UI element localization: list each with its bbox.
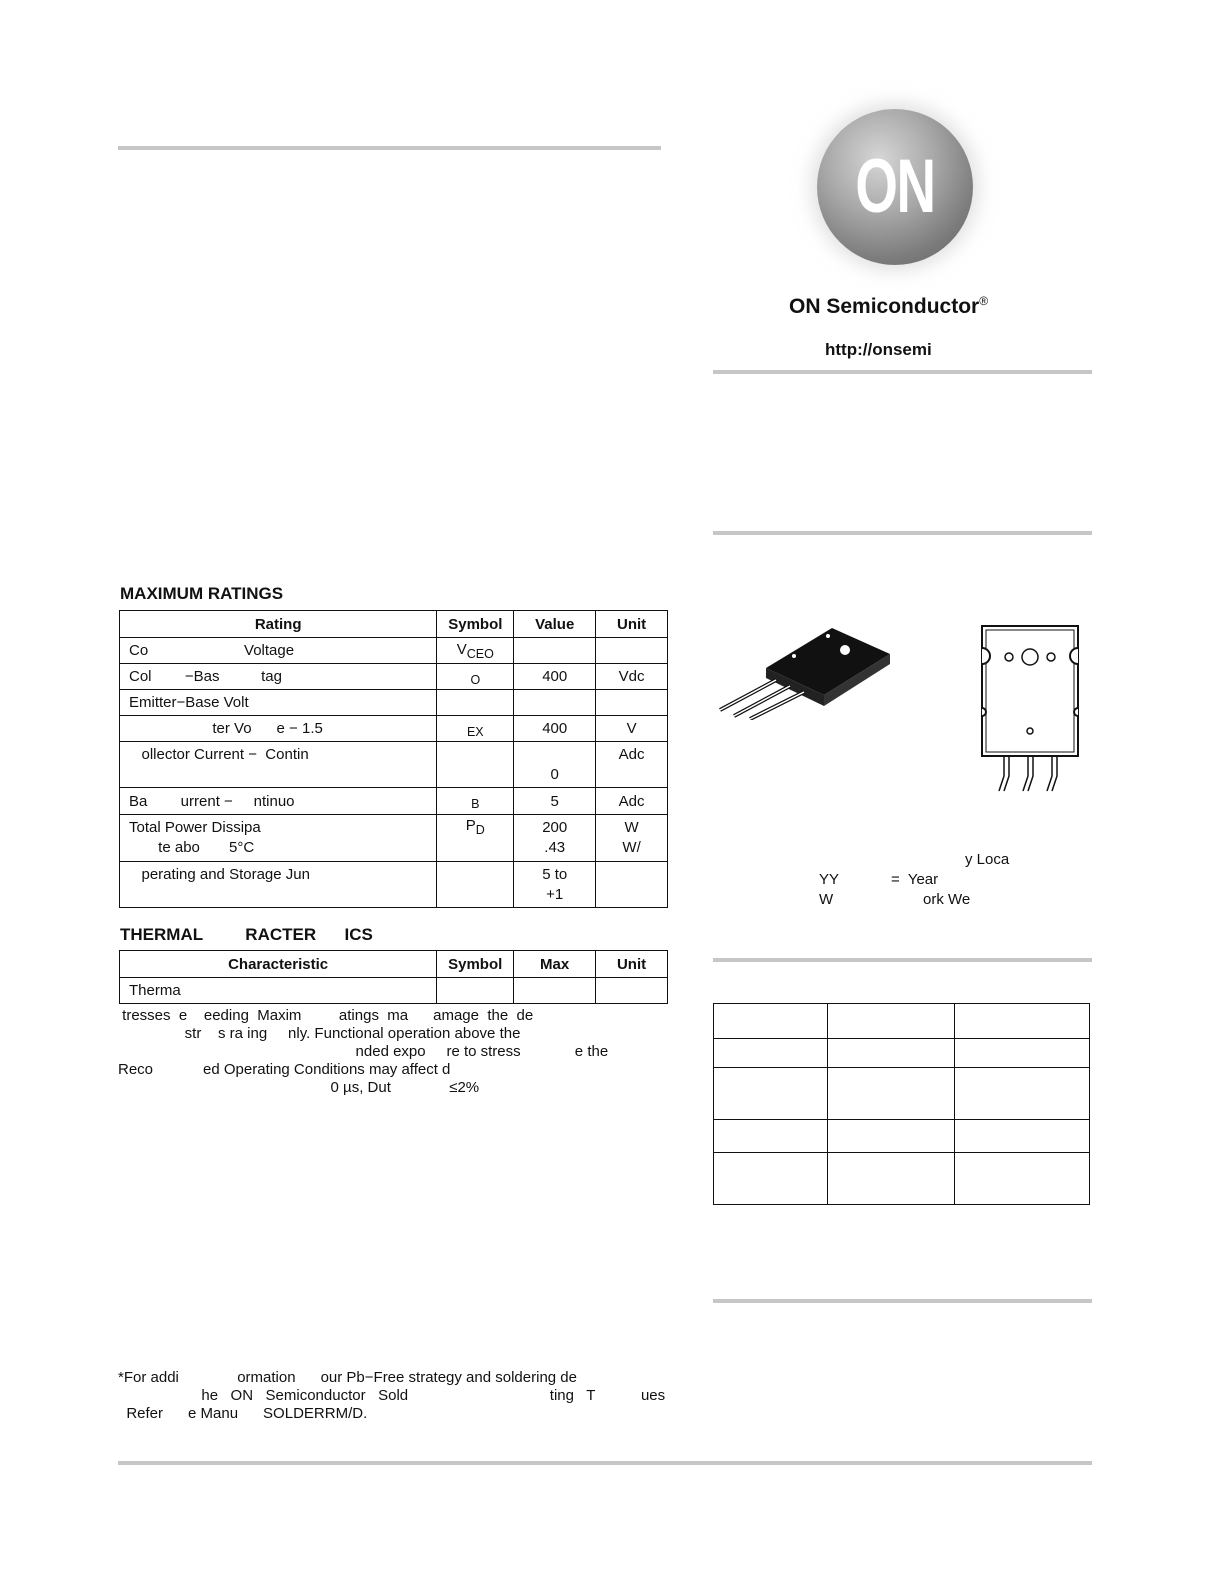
max-ratings-table	[119, 610, 668, 908]
rating-cell: ollector Current − Contin	[120, 742, 437, 788]
unit-cell	[596, 690, 668, 716]
symbol-cell: EX	[437, 716, 514, 742]
unit-cell	[596, 978, 668, 1004]
header-rule	[118, 146, 661, 150]
marking-legend-location: y Loca	[965, 851, 1010, 868]
right-rule-1	[713, 370, 1092, 374]
stress-note-line: tresses e eeding Maxim atings ma amage the de	[118, 1007, 534, 1024]
characteristic-cell: Therma	[120, 978, 437, 1004]
value-cell: 5	[514, 788, 596, 815]
value-cell	[514, 638, 596, 664]
unit-cell	[596, 638, 668, 664]
table-row	[120, 664, 668, 690]
symbol-cell	[437, 862, 514, 908]
table-header-row	[120, 951, 668, 978]
marking-legend-w-value: ork We	[923, 891, 971, 908]
website-link[interactable]: http://onsemi	[825, 340, 932, 359]
col-header-value: Value	[514, 611, 596, 638]
right-rule-4	[713, 1299, 1092, 1303]
thermal-table	[119, 950, 668, 1004]
table-row	[120, 978, 668, 1004]
col-header-unit: Unit	[596, 951, 668, 978]
max-ratings-title: MAXIMUM RATINGS	[120, 584, 284, 603]
unit-cell: V	[596, 716, 668, 742]
symbol-cell: $V_{CEO}$	[437, 638, 514, 664]
marking-legend-yy-value: = Year	[891, 871, 939, 888]
value-cell: 200 .43	[514, 815, 596, 862]
right-rule-2	[713, 531, 1092, 535]
table-row	[120, 815, 668, 862]
table-row	[120, 716, 668, 742]
table-row	[714, 1153, 1090, 1205]
stress-note-line: Reco ed Operating Conditions may affect d	[118, 1061, 451, 1078]
symbol-cell: O	[437, 664, 514, 690]
table-row	[120, 862, 668, 908]
unit-cell: W W/	[596, 815, 668, 862]
table-row	[714, 1120, 1090, 1153]
value-cell	[514, 690, 596, 716]
symbol-cell: $P_D$	[437, 815, 514, 862]
table-row	[120, 690, 668, 716]
col-header-unit: Unit	[596, 611, 668, 638]
stress-note-line: 0 µs, Dut ≤2%	[118, 1079, 480, 1096]
symbol-cell: B	[437, 788, 514, 815]
max-cell	[514, 978, 596, 1004]
package-3d-drawing	[714, 620, 904, 720]
on-semiconductor-logo	[817, 109, 973, 265]
value-cell: 400	[514, 716, 596, 742]
footnote-line: Refer e Manu SOLDERRM/D.	[118, 1405, 368, 1422]
rating-cell: Col −Bas tag	[120, 664, 437, 690]
symbol-cell	[437, 690, 514, 716]
rating-cell: Total Power Dissipa te abo 5°C	[120, 815, 437, 862]
stress-note-line: str s ra ing nly. Functional operation above the	[118, 1025, 521, 1042]
rating-cell: Ba urrent − ntinuo	[120, 788, 437, 815]
table-row	[120, 638, 668, 664]
col-header-rating: Rating	[120, 611, 437, 638]
rating-cell: Co Voltage	[120, 638, 437, 664]
marking-legend-yy-key: YY	[819, 871, 840, 888]
value-cell: 400	[514, 664, 596, 690]
thermal-title: THERMAL RACTER ICS	[120, 925, 373, 944]
rating-cell: Emitter−Base Volt	[120, 690, 437, 716]
right-rule-3	[713, 958, 1092, 962]
table-row	[714, 1004, 1090, 1039]
logo-text: ON	[855, 144, 935, 229]
stress-note-line: nded expo re to stress e the	[118, 1043, 609, 1060]
unit-cell	[596, 862, 668, 908]
table-header-row	[120, 611, 668, 638]
rating-cell: perating and Storage Jun	[120, 862, 437, 908]
value-cell: 0	[514, 742, 596, 788]
table-row	[120, 742, 668, 788]
footnote-line: he ON Semiconductor Sold ting T ues	[118, 1387, 666, 1404]
col-header-symbol: Symbol	[437, 611, 514, 638]
footer-rule	[118, 1461, 1092, 1465]
col-header-characteristic: Characteristic	[120, 951, 437, 978]
col-header-max: Max	[514, 951, 596, 978]
symbol-cell	[437, 978, 514, 1004]
table-row	[714, 1068, 1090, 1120]
unit-cell: Vdc	[596, 664, 668, 690]
ordering-info-table	[713, 1003, 1090, 1205]
symbol-cell	[437, 742, 514, 788]
marking-legend-w-key: W	[819, 891, 834, 908]
table-row	[120, 788, 668, 815]
footnote-line: *For addi ormation our Pb−Free strategy and soldering de	[118, 1369, 577, 1386]
unit-cell: Adc	[596, 788, 668, 815]
col-header-symbol: Symbol	[437, 951, 514, 978]
value-cell: 5 to +1	[514, 862, 596, 908]
brand-name: ON Semiconductor®	[789, 294, 989, 318]
unit-cell: Adc	[596, 742, 668, 788]
rating-cell: ter Vo e − 1.5	[120, 716, 437, 742]
table-row	[714, 1039, 1090, 1068]
marking-diagram	[978, 624, 1082, 794]
